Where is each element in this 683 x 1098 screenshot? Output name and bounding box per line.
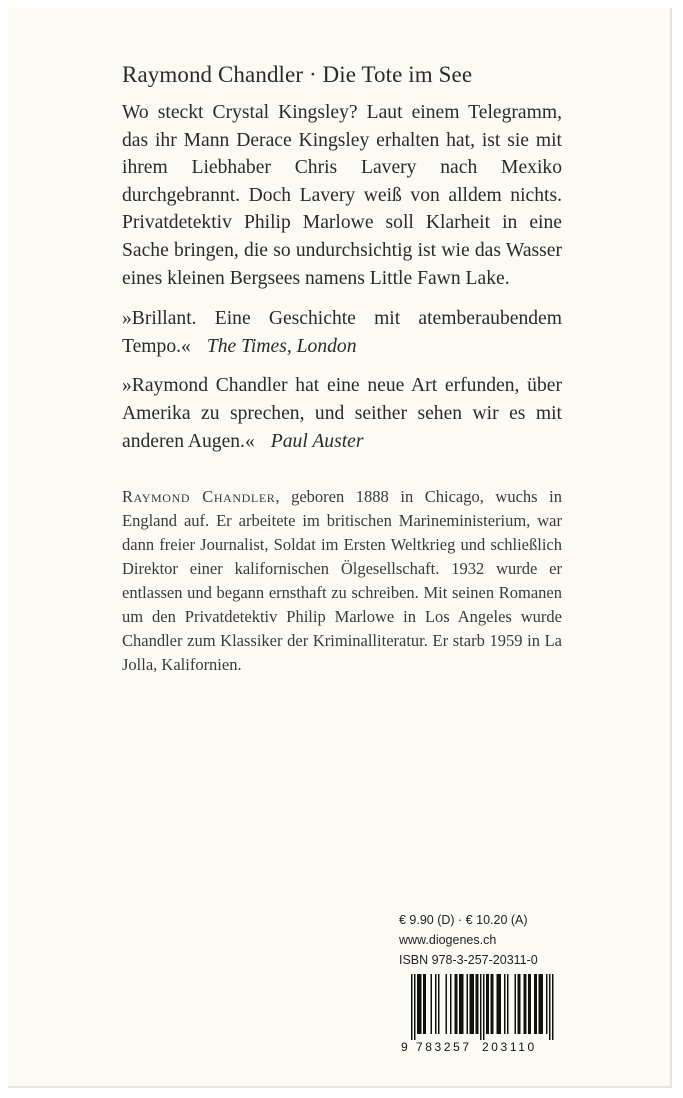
blurb-paragraph: Wo steckt Crystal Kingsley? Laut einem Telegramm, das ihr Mann Derace Kingsley erhalten hat, ist sie mit ihrem Liebhaber Chris Lavery nach Mexiko durchgebrannt. Doch Lavery weiß von alldem nichts. Privatdetektiv Philip Marlowe soll Klarheit in eine Sache bringen, die so undurchsichtig ist wie das Wasser eines kleinen Bergsees namens Little Fawn Lake.	[122, 102, 562, 289]
barcode-right-digits: 203110	[482, 1040, 537, 1054]
price-label: € 9.90 (D) · € 10.20 (A)	[399, 913, 528, 927]
quote-source: Paul Auster	[270, 430, 364, 452]
barcode-first-digit: 9	[401, 1040, 411, 1054]
quote-times	[122, 305, 562, 360]
isbn-barcode	[399, 974, 557, 1062]
text-column	[122, 60, 562, 677]
quote-auster	[122, 372, 562, 455]
isbn-label: ISBN 978-3-257-20311-0	[399, 953, 538, 967]
barcode-bars	[399, 974, 557, 1040]
author-bio-text: , geboren 1888 in Chicago, wuchs in England auf. Er arbeitete im britischen Marineministerium, war dann freier Journalist, Soldat im Ersten Weltkrieg und schließlich Direktor einer kalifornischen Ölgesellschaft. 1932 wurde er entlassen und begann ernsthaft zu schreiben. Mit seinen Romanen um den Privatdetektiv Philip Marlowe in Los Angeles wurde Chandler zum Klassiker der Kriminalliteratur. Er starb 1959 in La Jolla, Kalifornien.	[122, 487, 562, 675]
publisher-info	[399, 910, 569, 970]
author-name: Raymond Chandler	[122, 487, 276, 507]
quote-text: »Brillant. Eine Geschichte mit atemberaubendem Tempo.«	[122, 308, 562, 357]
book-title: Raymond Chandler · Die Tote im See	[122, 62, 473, 87]
website-label: www.diogenes.ch	[399, 933, 497, 947]
book-back-cover	[8, 8, 672, 1088]
quote-text: »Raymond Chandler hat eine neue Art erfunden, über Amerika zu sprechen, und seither sehen wir es mit anderen Augen.«	[122, 375, 562, 452]
quote-source: The Times, London	[206, 335, 357, 357]
author-bio	[122, 485, 562, 677]
barcode-left-digits: 783257	[416, 1040, 472, 1054]
